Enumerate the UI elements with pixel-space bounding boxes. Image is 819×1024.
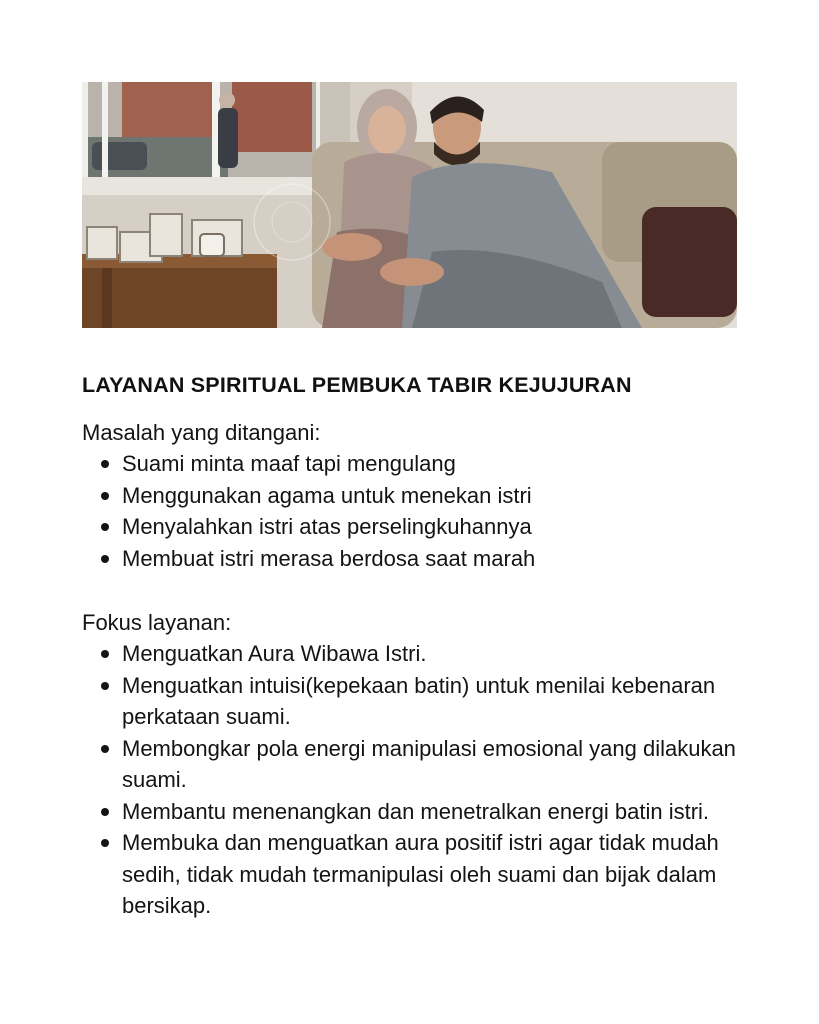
focus-list [82,638,742,922]
list-item: Menyalahkan istri atas perselingkuhannya [122,511,742,543]
list-item: Menggunakan agama untuk menekan istri [122,480,742,512]
service-title: LAYANAN SPIRITUAL PEMBUKA TABIR KEJUJURAN [82,373,632,397]
list-item: Membongkar pola energi manipulasi emosional yang dilakukan suami. [122,733,742,796]
list-item: Menguatkan Aura Wibawa Istri. [122,638,742,670]
focus-label: Fokus layanan: [82,610,232,635]
list-item: Membuat istri merasa berdosa saat marah [122,543,742,575]
list-item: Suami minta maaf tapi mengulang [122,448,742,480]
service-content [82,370,742,922]
list-item: Membantu menenangkan dan menetralkan energi batin istri. [122,796,742,828]
list-item: Menguatkan intuisi(kepekaan batin) untuk menilai kebenaran perkataan suami. [122,670,742,733]
problems-label: Masalah yang ditangani: [82,420,321,445]
list-item: Membuka dan menguatkan aura positif istri agar tidak mudah sedih, tidak mudah termanipulasi oleh suami dan bijak dalam bersikap. [122,827,742,922]
problems-list [82,448,742,574]
hero-photo [82,82,737,328]
